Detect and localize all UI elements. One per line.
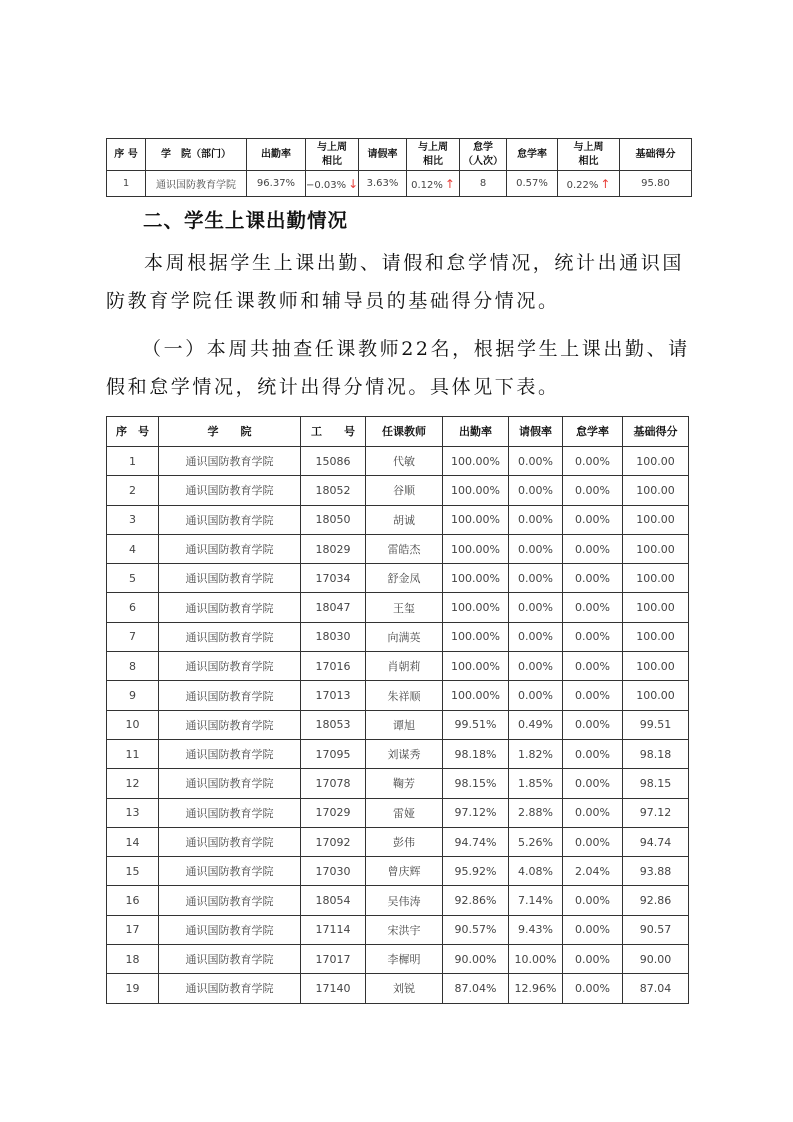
cell-teacher: 朱祥顺 (366, 681, 443, 710)
table-row (107, 857, 689, 886)
cell-truancy-rate: 0.00% (563, 476, 623, 505)
cell-college: 通识国防教育学院 (159, 827, 301, 856)
cell-teacher: 鞠芳 (366, 769, 443, 798)
cell-staff-id: 17092 (301, 827, 366, 856)
cell-leave-change (407, 171, 460, 197)
cell-index: 5 (107, 564, 159, 593)
cell-truancy-rate: 0.00% (563, 622, 623, 651)
cell-truancy-rate: 0.00% (563, 652, 623, 681)
section-heading: 二、学生上课出勤情况 (143, 209, 349, 232)
cell-staff-id: 17140 (301, 974, 366, 1003)
cell-index: 14 (107, 827, 159, 856)
cell-attendance-rate: 100.00% (443, 447, 509, 476)
cell-teacher: 刘谋秀 (366, 739, 443, 768)
cell-index: 17 (107, 915, 159, 944)
cell-college: 通识国防教育学院 (159, 915, 301, 944)
cell-index: 19 (107, 974, 159, 1003)
header-leave-rate: 请假率 (509, 417, 563, 447)
cell-attendance-rate: 90.57% (443, 915, 509, 944)
cell-index: 9 (107, 681, 159, 710)
cell-teacher: 谭旭 (366, 710, 443, 739)
table-row (107, 476, 689, 505)
cell-base-score: 92.86 (623, 886, 689, 915)
summary-header-row (107, 139, 692, 171)
cell-truancy-rate: 0.00% (563, 447, 623, 476)
cell-staff-id: 18050 (301, 505, 366, 534)
cell-attendance-rate: 100.00% (443, 652, 509, 681)
cell-staff-id: 18030 (301, 622, 366, 651)
cell-attendance-rate: 100.00% (443, 681, 509, 710)
cell-college: 通识国防教育学院 (159, 622, 301, 651)
cell-college: 通识国防教育学院 (159, 564, 301, 593)
cell-index: 11 (107, 739, 159, 768)
cell-staff-id: 18053 (301, 710, 366, 739)
cell-teacher: 雷娅 (366, 798, 443, 827)
cell-leave-rate: 2.88% (509, 798, 563, 827)
table-row (107, 652, 689, 681)
cell-attendance-rate: 100.00% (443, 534, 509, 563)
cell-base-score: 87.04 (623, 974, 689, 1003)
header-leave-change: 与上周 相比 (407, 139, 460, 171)
cell-base-score: 100.00 (623, 447, 689, 476)
table-row (107, 681, 689, 710)
cell-truancy-rate: 0.00% (563, 974, 623, 1003)
cell-leave-rate: 4.08% (509, 857, 563, 886)
cell-college: 通识国防教育学院 (159, 974, 301, 1003)
cell-base-score: 98.18 (623, 739, 689, 768)
cell-truancy-rate: 0.00% (563, 915, 623, 944)
header-staff-id: 工 号 (301, 417, 366, 447)
cell-base-score: 100.00 (623, 681, 689, 710)
header-attendance-change: 与上周 相比 (306, 139, 359, 171)
cell-index: 6 (107, 593, 159, 622)
table-row (107, 769, 689, 798)
cell-teacher: 肖朝莉 (366, 652, 443, 681)
cell-base-score: 100.00 (623, 564, 689, 593)
cell-teacher: 宋洪宇 (366, 915, 443, 944)
cell-staff-id: 17078 (301, 769, 366, 798)
table-row (107, 798, 689, 827)
cell-truancy-rate: 0.00% (563, 681, 623, 710)
cell-truancy-rate: 0.00% (563, 505, 623, 534)
table-row (107, 710, 689, 739)
cell-base-score: 95.80 (620, 171, 692, 197)
cell-base-score: 100.00 (623, 622, 689, 651)
cell-index: 18 (107, 945, 159, 974)
cell-index: 15 (107, 857, 159, 886)
cell-teacher: 刘锐 (366, 974, 443, 1003)
cell-index: 2 (107, 476, 159, 505)
cell-truancy-rate: 0.00% (563, 945, 623, 974)
cell-base-score: 90.57 (623, 915, 689, 944)
summary-row (107, 171, 692, 197)
cell-teacher: 彭伟 (366, 827, 443, 856)
cell-leave-rate: 0.00% (509, 476, 563, 505)
college-summary-table (106, 138, 692, 197)
cell-index: 4 (107, 534, 159, 563)
header-truancy-count: 怠学 （人次） (460, 139, 507, 171)
cell-teacher: 吴伟涛 (366, 886, 443, 915)
cell-truancy-rate: 0.00% (563, 769, 623, 798)
header-attendance-rate: 出勤率 (247, 139, 306, 171)
cell-leave-rate: 0.00% (509, 534, 563, 563)
header-leave-rate: 请假率 (359, 139, 407, 171)
cell-base-score: 98.15 (623, 769, 689, 798)
cell-base-score: 100.00 (623, 505, 689, 534)
cell-base-score: 100.00 (623, 593, 689, 622)
cell-truancy-rate: 0.00% (563, 710, 623, 739)
cell-college: 通识国防教育学院 (159, 534, 301, 563)
header-truancy-change: 与上周 相比 (558, 139, 620, 171)
cell-base-score: 90.00 (623, 945, 689, 974)
teacher-score-table (106, 416, 689, 1004)
cell-college: 通识国防教育学院 (159, 447, 301, 476)
attendance-change-value: −0.03% (306, 179, 347, 191)
cell-teacher: 雷皓杰 (366, 534, 443, 563)
cell-attendance-rate: 100.00% (443, 476, 509, 505)
cell-base-score: 100.00 (623, 476, 689, 505)
table-row (107, 915, 689, 944)
cell-leave-rate: 0.00% (509, 564, 563, 593)
cell-leave-rate: 3.63% (359, 171, 407, 197)
cell-teacher: 曾庆辉 (366, 857, 443, 886)
cell-college: 通识国防教育学院 (159, 476, 301, 505)
header-attendance-rate: 出勤率 (443, 417, 509, 447)
cell-college: 通识国防教育学院 (159, 857, 301, 886)
cell-teacher: 王玺 (366, 593, 443, 622)
cell-index: 3 (107, 505, 159, 534)
cell-truancy-rate: 0.00% (563, 886, 623, 915)
cell-staff-id: 17013 (301, 681, 366, 710)
cell-base-score: 93.88 (623, 857, 689, 886)
cell-leave-rate: 0.00% (509, 681, 563, 710)
cell-leave-rate: 0.49% (509, 710, 563, 739)
header-college: 学 院 (159, 417, 301, 447)
cell-attendance-rate: 96.37% (247, 171, 306, 197)
cell-teacher: 李樨明 (366, 945, 443, 974)
cell-leave-rate: 0.00% (509, 447, 563, 476)
cell-attendance-rate: 87.04% (443, 974, 509, 1003)
cell-staff-id: 17016 (301, 652, 366, 681)
header-truancy-rate: 怠学率 (507, 139, 558, 171)
header-index: 序 号 (107, 139, 146, 171)
header-college: 学 院（部门） (146, 139, 247, 171)
cell-attendance-rate: 100.00% (443, 505, 509, 534)
header-base-score: 基础得分 (623, 417, 689, 447)
cell-index: 13 (107, 798, 159, 827)
cell-leave-rate: 1.85% (509, 769, 563, 798)
cell-attendance-rate: 98.18% (443, 739, 509, 768)
table-row (107, 886, 689, 915)
cell-truancy-rate: 2.04% (563, 857, 623, 886)
table-row (107, 447, 689, 476)
cell-attendance-rate: 100.00% (443, 622, 509, 651)
cell-truancy-rate: 0.57% (507, 171, 558, 197)
cell-truancy-rate: 0.00% (563, 564, 623, 593)
cell-truancy-rate: 0.00% (563, 593, 623, 622)
cell-college: 通识国防教育学院 (159, 505, 301, 534)
cell-index: 7 (107, 622, 159, 651)
cell-college: 通识国防教育学院 (146, 171, 247, 197)
cell-base-score: 99.51 (623, 710, 689, 739)
cell-index: 8 (107, 652, 159, 681)
cell-college: 通识国防教育学院 (159, 769, 301, 798)
cell-leave-rate: 0.00% (509, 593, 563, 622)
cell-base-score: 100.00 (623, 652, 689, 681)
cell-attendance-rate: 100.00% (443, 593, 509, 622)
cell-leave-rate: 7.14% (509, 886, 563, 915)
arrow-up-icon: ↑ (600, 176, 611, 191)
cell-base-score: 97.12 (623, 798, 689, 827)
cell-truancy-count: 8 (460, 171, 507, 197)
table-row (107, 534, 689, 563)
cell-teacher: 舒金凤 (366, 564, 443, 593)
cell-college: 通识国防教育学院 (159, 710, 301, 739)
cell-college: 通识国防教育学院 (159, 681, 301, 710)
cell-staff-id: 18052 (301, 476, 366, 505)
cell-attendance-change (306, 171, 359, 197)
cell-index: 12 (107, 769, 159, 798)
cell-leave-rate: 0.00% (509, 652, 563, 681)
cell-leave-rate: 0.00% (509, 622, 563, 651)
cell-attendance-rate: 99.51% (443, 710, 509, 739)
cell-truancy-rate: 0.00% (563, 798, 623, 827)
cell-index: 10 (107, 710, 159, 739)
cell-index: 1 (107, 171, 146, 197)
cell-staff-id: 18047 (301, 593, 366, 622)
cell-staff-id: 17114 (301, 915, 366, 944)
cell-staff-id: 17034 (301, 564, 366, 593)
cell-college: 通识国防教育学院 (159, 739, 301, 768)
header-teacher: 任课教师 (366, 417, 443, 447)
cell-staff-id: 17029 (301, 798, 366, 827)
table-row (107, 739, 689, 768)
cell-truancy-change (558, 171, 620, 197)
cell-college: 通识国防教育学院 (159, 945, 301, 974)
cell-truancy-rate: 0.00% (563, 534, 623, 563)
cell-attendance-rate: 92.86% (443, 886, 509, 915)
table-row (107, 564, 689, 593)
teacher-table-body (107, 447, 689, 1004)
cell-base-score: 94.74 (623, 827, 689, 856)
cell-leave-rate: 10.00% (509, 945, 563, 974)
cell-leave-rate: 5.26% (509, 827, 563, 856)
arrow-down-icon: ↓ (348, 176, 359, 191)
cell-staff-id: 17017 (301, 945, 366, 974)
cell-index: 1 (107, 447, 159, 476)
cell-attendance-rate: 95.92% (443, 857, 509, 886)
cell-leave-rate: 9.43% (509, 915, 563, 944)
teacher-table-header-row (107, 417, 689, 447)
cell-staff-id: 17095 (301, 739, 366, 768)
cell-staff-id: 18029 (301, 534, 366, 563)
section-paragraph-1: 本周根据学生上课出勤、请假和怠学情况，统计出通识国防教育学院任课教师和辅导员的基础得分情况。 (106, 252, 685, 312)
cell-truancy-rate: 0.00% (563, 739, 623, 768)
cell-college: 通识国防教育学院 (159, 886, 301, 915)
header-index: 序 号 (107, 417, 159, 447)
cell-staff-id: 17030 (301, 857, 366, 886)
cell-attendance-rate: 94.74% (443, 827, 509, 856)
table-row (107, 593, 689, 622)
cell-leave-rate: 1.82% (509, 739, 563, 768)
cell-college: 通识国防教育学院 (159, 652, 301, 681)
cell-attendance-rate: 100.00% (443, 564, 509, 593)
cell-college: 通识国防教育学院 (159, 798, 301, 827)
cell-teacher: 代敏 (366, 447, 443, 476)
cell-teacher: 胡诚 (366, 505, 443, 534)
cell-staff-id: 15086 (301, 447, 366, 476)
cell-leave-rate: 12.96% (509, 974, 563, 1003)
header-truancy-rate: 怠学率 (563, 417, 623, 447)
cell-attendance-rate: 97.12% (443, 798, 509, 827)
cell-attendance-rate: 90.00% (443, 945, 509, 974)
cell-attendance-rate: 98.15% (443, 769, 509, 798)
truancy-change-value: 0.22% (566, 179, 599, 191)
cell-truancy-rate: 0.00% (563, 827, 623, 856)
cell-leave-rate: 0.00% (509, 505, 563, 534)
table-row (107, 827, 689, 856)
section-paragraph-2: （一）本周共抽查任课教师22名，根据学生上课出勤、请假和怠学情况，统计出得分情况。具体见下表。 (106, 338, 690, 398)
cell-college: 通识国防教育学院 (159, 593, 301, 622)
table-row (107, 505, 689, 534)
cell-teacher: 谷顺 (366, 476, 443, 505)
table-row (107, 945, 689, 974)
cell-teacher: 向满英 (366, 622, 443, 651)
header-base-score: 基础得分 (620, 139, 692, 171)
cell-base-score: 100.00 (623, 534, 689, 563)
table-row (107, 974, 689, 1003)
cell-index: 16 (107, 886, 159, 915)
arrow-up-icon: ↑ (444, 176, 455, 191)
leave-change-value: 0.12% (411, 179, 443, 191)
cell-staff-id: 18054 (301, 886, 366, 915)
table-row (107, 622, 689, 651)
